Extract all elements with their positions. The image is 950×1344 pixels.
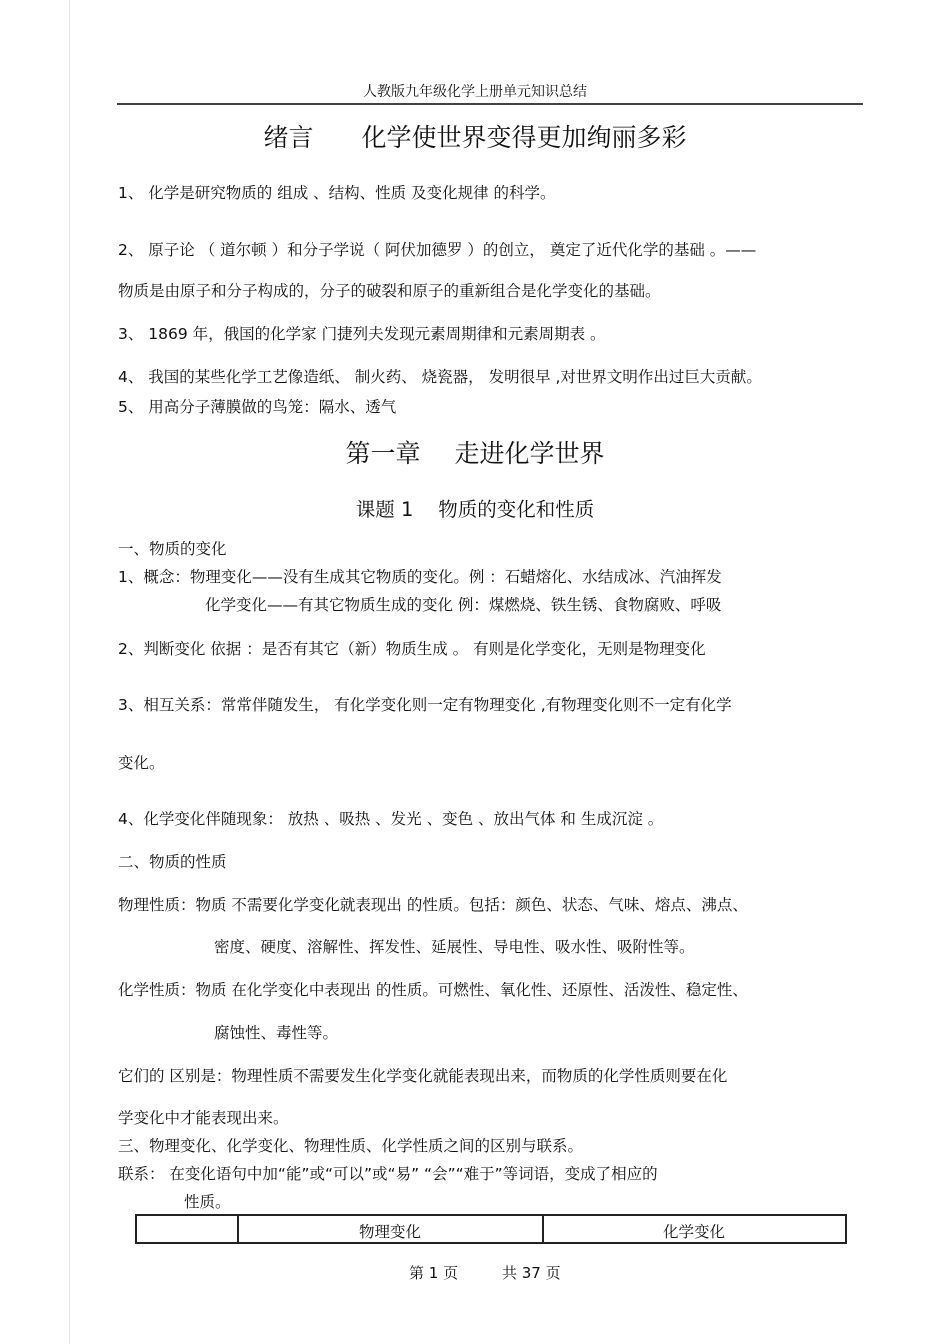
page-total: 共 37 页 [502, 1264, 561, 1282]
intro-item-4: 4、 我国的某些化学工艺像造纸、 制火药、 烧瓷器， 发明很早 ,对世界文明作出过巨大贡献。 [118, 368, 762, 386]
body-line: 2、判断变化 依据 ：是否有其它（新）物质生成 。 有则是化学变化，无则是物理变化 [118, 640, 706, 658]
table-header-cell: 物理变化 [358, 1223, 421, 1241]
body-line: 物理性质：物质 不需要化学变化就表现出 的性质。包括：颜色、状态、气味、熔点、沸点、 [118, 896, 748, 914]
body-line: 1、概念：物理变化——没有生成其它物质的变化。例 ：石蜡熔化、水结成冰、汽油挥发 [118, 568, 722, 586]
section-heading-1: 一、物质的变化 [118, 540, 227, 558]
body-line: 化学变化——有其它物质生成的变化 例：煤燃烧、铁生锈、食物腐败、呼吸 [205, 596, 722, 614]
section-heading-2: 二、物质的性质 [118, 853, 227, 871]
body-line: 3、相互关系：常常伴随发生， 有化学变化则一定有物理变化 ,有物理变化则不一定有化学 [118, 696, 732, 714]
table-header-cell [137, 1216, 237, 1242]
intro-title-prefix: 绪言 [263, 123, 314, 152]
running-header: 人教版九年级化学上册单元知识总结 [363, 84, 587, 100]
intro-item-2: 2、 原子论 （ 道尔顿 ）和分子学说（ 阿伏加德罗 ）的创立， 奠定了近代化学的基础 。—— [118, 241, 757, 259]
section-heading-3: 三、物理变化、化学变化、物理性质、化学性质之间的区别与联系。 [118, 1137, 584, 1155]
chapter-number: 第一章 [345, 439, 421, 468]
body-line: 它们的 区别是：物理性质不需要发生化学变化就能表现出来，而物质的化学性质则要在化 [118, 1067, 728, 1085]
intro-item-5: 5、 用高分子薄膜做的鸟笼：隔水、透气 [118, 398, 397, 416]
body-line: 密度、硬度、溶解性、挥发性、延展性、导电性、吸水性、吸附性等。 [214, 938, 695, 956]
body-line: 性质。 [184, 1193, 231, 1211]
chapter-title [0, 434, 950, 470]
header-rule [117, 103, 863, 105]
comparison-table [135, 1214, 847, 1244]
page-number: 第 1 页 [409, 1264, 459, 1282]
body-line: 联系： 在变化语句中加“能”或“可以”或“易” “会”“难于”等词语，变成了相应的 [118, 1165, 658, 1183]
table-header-cell: 化学变化 [662, 1223, 725, 1241]
intro-title [0, 118, 950, 154]
lesson-title: 课题 1 物质的变化和性质 [355, 498, 595, 521]
chapter-name: 走进化学世界 [454, 439, 605, 468]
page-margin-line [69, 0, 70, 1344]
intro-title-main: 化学使世界变得更加绚丽多彩 [361, 123, 687, 152]
body-line: 学变化中才能表现出来。 [118, 1109, 289, 1127]
body-line: 化学性质：物质 在化学变化中表现出 的性质。可燃性、氧化性、还原性、活泼性、稳定性、 [118, 981, 748, 999]
intro-item-1: 1、 化学是研究物质的 组成 、结构、性质 及变化规律 的科学。 [118, 184, 556, 202]
body-line: 4、化学变化伴随现象： 放热 、吸热 、发光 、变色 、放出气体 和 生成沉淀 。 [118, 810, 664, 828]
intro-item-3: 3、 1869 年，俄国的化学家 门捷列夫发现元素周期律和元素周期表 。 [118, 325, 606, 343]
body-line: 腐蚀性、毒性等。 [214, 1024, 339, 1042]
body-line: 变化。 [118, 754, 165, 772]
intro-item-2-cont: 物质是由原子和分子构成的，分子的破裂和原子的重新组合是化学变化的基础。 [118, 282, 661, 300]
